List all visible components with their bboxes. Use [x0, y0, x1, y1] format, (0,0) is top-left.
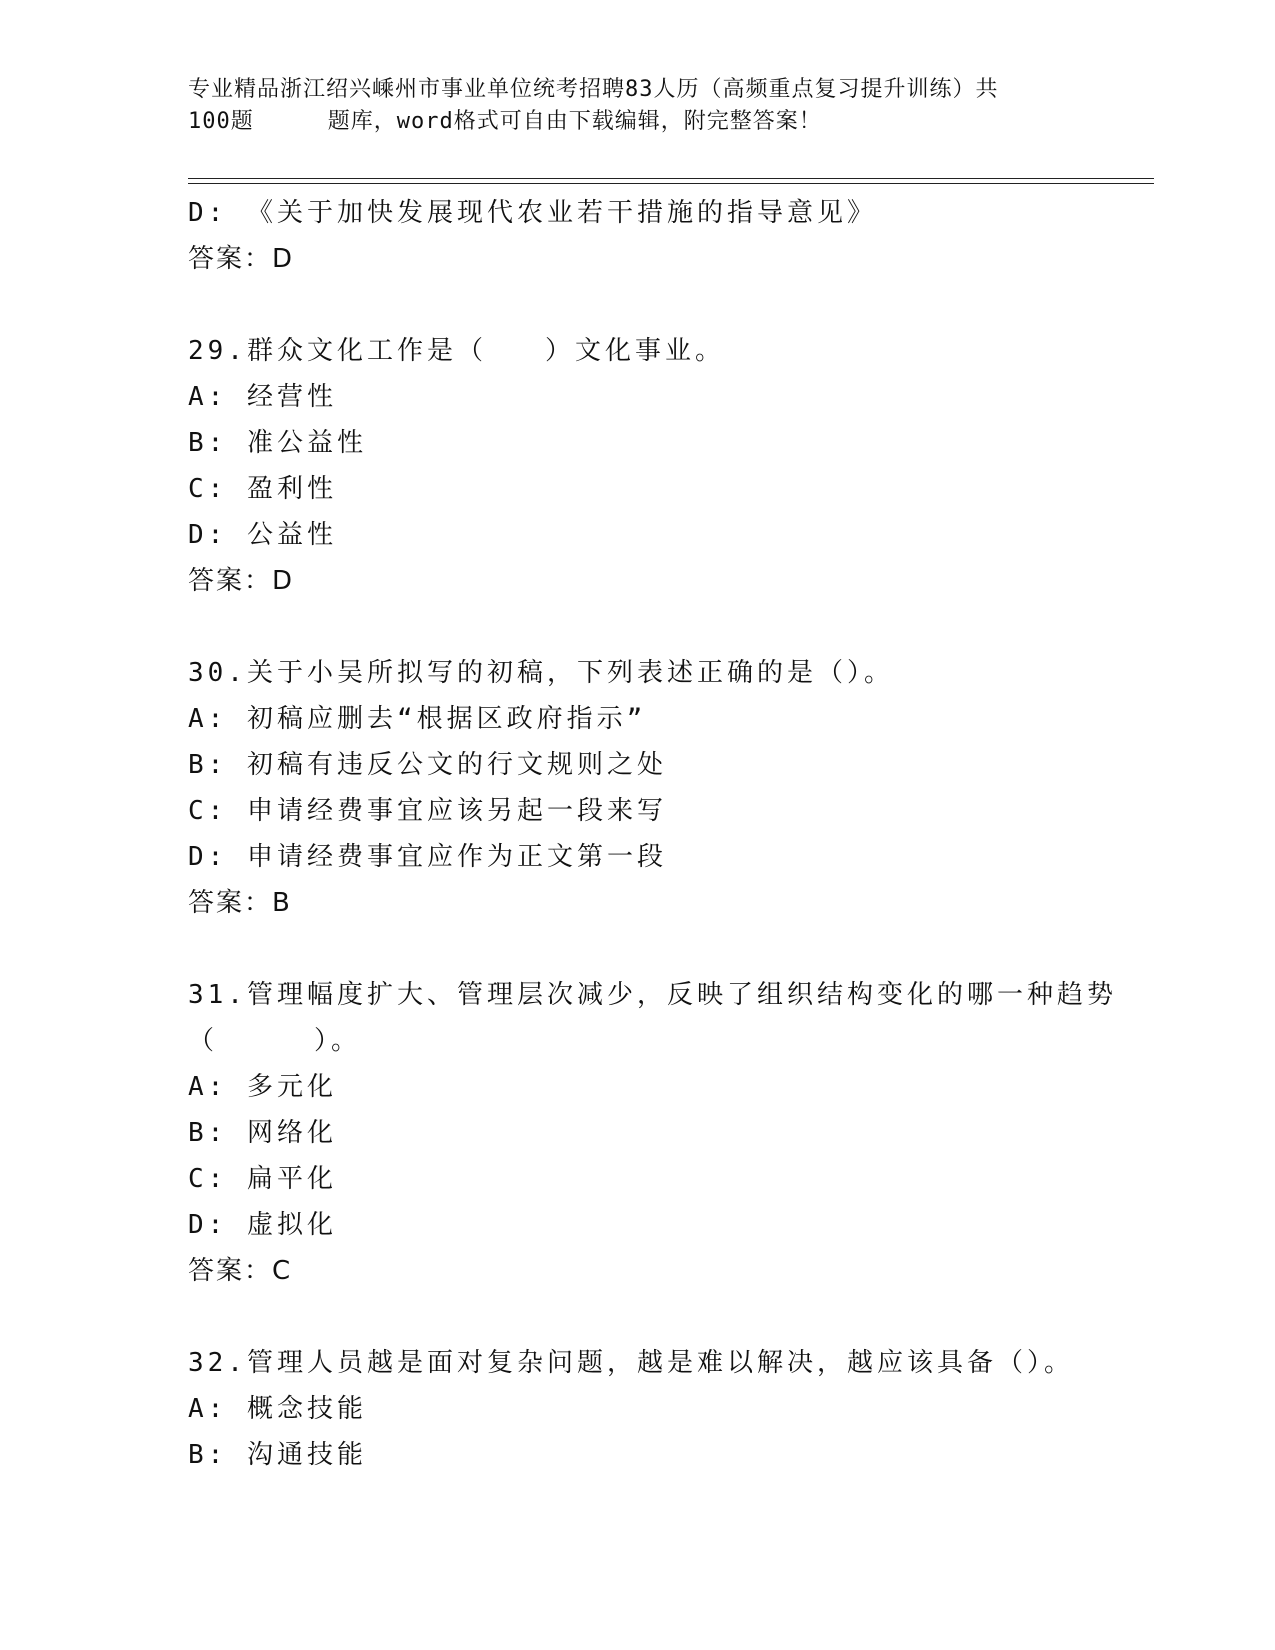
question-31-option-b: B: 网络化: [188, 1118, 337, 1148]
question-30-answer: 答案：B: [188, 888, 292, 918]
question-31-answer: 答案：C: [188, 1256, 293, 1286]
question-30-stem: 30.关于小吴所拟写的初稿，下列表述正确的是（）。: [188, 658, 894, 688]
header-divider-top: [188, 178, 1154, 179]
question-list: [188, 190, 1117, 1478]
question-29-option-d: D: 公益性: [188, 520, 337, 550]
question-29-option-a: A: 经营性: [188, 382, 337, 412]
question-31: [188, 972, 1117, 1294]
question-29: [188, 328, 1108, 604]
header-line-1: 专业精品浙江绍兴嵊州市事业单位统考招聘83人历（高频重点复习提升训练）共: [188, 77, 999, 102]
question-30-option-b: B: 初稿有违反公文的行文规则之处: [188, 750, 667, 780]
question-30: [188, 650, 1108, 926]
header-divider-bottom: [188, 183, 1154, 184]
header-line-2-start: 100题: [188, 109, 254, 134]
question-29-option-c: C: 盈利性: [188, 474, 337, 504]
question-30-option-a: A: 初稿应删去“根据区政府指示”: [188, 704, 647, 734]
header-line-2: [188, 106, 1068, 138]
question-29-option-b: B: 准公益性: [188, 428, 367, 458]
question-32: [188, 1340, 1108, 1478]
prev-option-d: D: 《关于加快发展现代农业若干措施的指导意见》: [188, 198, 877, 228]
question-29-answer: 答案：D: [188, 566, 295, 596]
question-29-stem: 29.群众文化工作是（ ）文化事业。: [188, 336, 725, 366]
question-32-stem: 32.管理人员越是面对复杂问题，越是难以解决，越应该具备（）。: [188, 1348, 1074, 1378]
question-31-option-d: D: 虚拟化: [188, 1210, 337, 1240]
question-30-option-c: C: 申请经费事宜应该另起一段来写: [188, 796, 667, 826]
prev-answer: 答案：D: [188, 244, 295, 274]
question-30-option-d: D: 申请经费事宜应作为正文第一段: [188, 842, 667, 872]
question-32-option-a: A: 概念技能: [188, 1394, 367, 1424]
question-32-option-b: B: 沟通技能: [188, 1440, 367, 1470]
question-31-option-c: C: 扁平化: [188, 1164, 337, 1194]
document-header: [188, 74, 1068, 138]
question-31-option-a: A: 多元化: [188, 1072, 337, 1102]
question-31-stem-continued: （ ）。: [188, 1026, 362, 1056]
header-line-2-end: 题库，word格式可自由下载编辑，附完整答案！: [327, 109, 822, 134]
question-31-stem: 31.管理幅度扩大、管理层次减少，反映了组织结构变化的哪一种趋势: [188, 980, 1117, 1010]
